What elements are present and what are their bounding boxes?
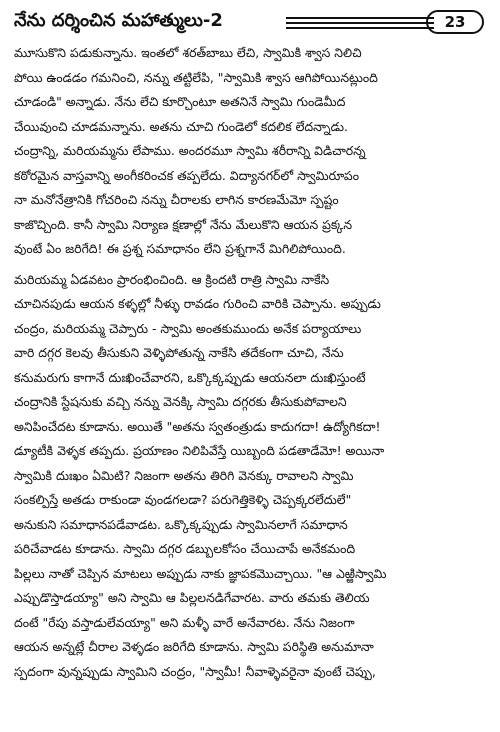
text-line: చూచినపుడు ఆయన కళ్ళల్లో నీళ్ళు రావడం గురించి వారికి చెప్పాను. అప్పుడు — [14, 296, 381, 311]
header-rule — [286, 27, 434, 29]
text-line: స్వామికి దుఃఖం ఏమిటి? నిజంగా అతను తిరిగి వెనక్కు రావాలని స్వామి — [14, 467, 354, 483]
text-line: చేయివుంచి చూడమన్నాను. అతను చూచి గుండెలో కదలిక లేదన్నాడు. — [14, 118, 348, 134]
header-rule — [286, 17, 434, 19]
running-title: నేను దర్శించిన మహాత్ములు-2 — [14, 10, 223, 31]
text-line: కాజొచ్చింది. కానీ స్వామి నిర్యాణ క్షణాల్లో నేను మేలుకొని ఆయన ప్రక్కన — [14, 216, 353, 232]
text-line: ఆయన అన్నట్లే చీరాల వెళ్ళడం జరిగేది కూడాను. స్వామి పరిస్థితి అనుమానా — [14, 639, 374, 654]
page-header — [14, 6, 486, 38]
text-line: అనిపించేదట కూడాను. అయితే "అతను స్వతంత్రుడు కాదుగదా! ఉద్యోగికదా! — [14, 418, 381, 434]
paragraph — [14, 268, 486, 685]
text-line: ఎప్పుడొస్తాడయ్యా" అని స్వామి ఆ పిల్లలనడిగేవారట. వారు తమకు తెలియ — [14, 590, 370, 605]
text-line: చంద్రాన్ని, మరియమ్మను లేపాము. అందరమూ స్వామి శరీరాన్ని విడిచారన్న — [14, 143, 366, 158]
text-line: నా మనోనేత్రానికి గోచరించి నన్ను చీరాలకు లాగిన కారణమేమో స్పష్టం — [14, 192, 339, 207]
text-line: దంటే "రేపు వస్తాడులేవయ్యా" అని మళ్ళీ వారే అనేవారట. నేను నిజంగా — [14, 614, 355, 630]
text-line: కఠోరమైన వాస్తవాన్ని అంగీకరించక తప్పలేదు. విద్యానగర్‌లో స్వామిరూపం — [14, 167, 359, 183]
text-line: చంద్రానికి స్టేషనుకు వచ్చి నన్ను వెనక్కి స్వామి దగ్గరకు తీసుకుపోవాలని — [14, 394, 347, 409]
text-line: చూడండి" అన్నాడు. నేను లేచి కూర్చొంటూ అతనినే స్వామి గుండెమీద — [14, 94, 346, 109]
text-line: చంద్రం, మరియమ్మ చెప్పారు - స్వామి అంతకుముందు అనేక పర్యాయాలు — [14, 320, 362, 336]
text-line: పోయి ఉండడం గమనించి, నన్ను తట్టిలేపి, "స్వామికి శ్వాస ఆగిపోయినట్లుంది — [14, 69, 378, 85]
text-line: డ్యూటీకి వెళ్ళక తప్పదు. ప్రయాణం నిలిపివేస్తే యిబ్బంది పడతాడేమో! అయినా — [14, 443, 385, 458]
text-line: అనుకుని సమాధానపడేవాడట. ఒక్కొక్కప్పుడు స్వామినలాగే సమాధాన — [14, 516, 348, 532]
text-line: మూసుకొని పడుకున్నాను. ఇంతలో శరత్‌బాబు లేచి, స్వామికి శ్వాస నిలిచి — [14, 45, 362, 60]
text-line: కనుమరుగు కాగానే దుఃఖించేవారని, ఒక్కొక్కప్పుడు ఆయనలా దుఃఖిస్తుంటే — [14, 369, 366, 385]
text-line: స్పదంగా వున్నప్పుడు స్వామిని చంద్రం, "స్వామీ! నీవాళ్ళెవరైనా వుంటే చెప్పు, — [14, 663, 376, 679]
text-line: వుంటే ఏం జరిగేది! ఈ ప్రశ్న సమాధానం లేని ప్రశ్నగానే మిగిలిపోయింది. — [14, 241, 346, 256]
text-line: మరియమ్మ ఏడవటం ప్రారంభించింది. ఆ క్రిందటి రాత్రి స్వామి నాకేసి — [14, 271, 330, 287]
paragraph — [14, 41, 486, 262]
text-line: వారి దగ్గర కెలవు తీసుకుని వెళ్ళిపోతున్న నాకేసి తదేకంగా చూచి, నేను — [14, 345, 344, 360]
body-text — [14, 41, 486, 684]
text-line: పరిచేవాడట కూడాను. స్వామి దగ్గర డబ్బులకోసం చేయిచాపే అనేకమంది — [14, 541, 356, 556]
page-number-badge: 23 — [426, 10, 484, 34]
text-line: పిల్లలు నాతో చెప్పిన మాటలు అప్పుడు నాకు జ్ఞాపకమొచ్చాయి. "ఆ ఎఱ్ఱిస్వామి — [14, 565, 387, 581]
text-line: సంకల్పిస్తే అతడు రాకుండా వుండగలడా? పరుగెత్తికెళ్ళి చెప్పక్కరలేదులే" — [14, 492, 352, 507]
header-rule — [286, 22, 434, 24]
